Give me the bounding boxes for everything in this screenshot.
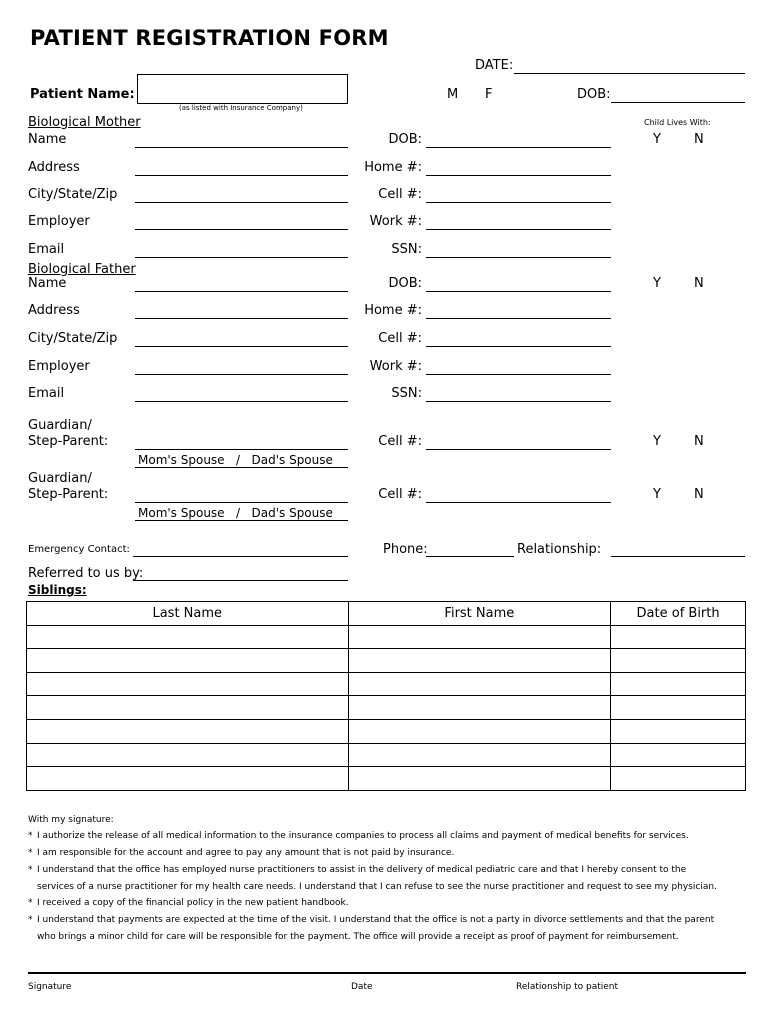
consent-item-1: I authorize the release of all medical information to the insurance companies to process all claims and payment of medical benefits for services. xyxy=(37,831,689,841)
mother-name-label: Name xyxy=(28,132,67,147)
mother-work-label: Work #: xyxy=(369,214,422,229)
emergency-relationship-label: Relationship: xyxy=(517,542,602,557)
sibling-first-name-cell[interactable] xyxy=(348,672,611,696)
father-cell-label: Cell #: xyxy=(378,331,422,346)
sibling-date-of-birth-cell[interactable] xyxy=(611,649,746,673)
father-dob-field[interactable] xyxy=(426,291,611,292)
guardian2-lives-y[interactable]: Y xyxy=(653,487,661,502)
sibling-first-name-cell[interactable] xyxy=(348,625,611,649)
guardian1-lives-n[interactable]: N xyxy=(694,434,704,449)
father-email-label: Email xyxy=(28,386,65,401)
sibling-last-name-cell[interactable] xyxy=(27,672,349,696)
mother-city-field[interactable] xyxy=(135,202,348,203)
sibling-date-of-birth-cell[interactable] xyxy=(611,625,746,649)
father-lives-n[interactable]: N xyxy=(694,276,704,291)
guardian1-cell-field[interactable] xyxy=(426,449,611,450)
sibling-first-name-cell[interactable] xyxy=(348,719,611,743)
patient-dob-field[interactable] xyxy=(611,102,745,103)
sex-m-option[interactable]: M xyxy=(447,87,459,102)
patient-name-note: (as listed with Insurance Company) xyxy=(179,104,303,112)
mother-dob-field[interactable] xyxy=(426,147,611,148)
table-row xyxy=(27,625,746,649)
patient-name-field[interactable] xyxy=(137,74,348,104)
column-first-name: First Name xyxy=(348,602,611,626)
consent-bullet-3: * xyxy=(28,865,33,875)
siblings-heading: Siblings: xyxy=(28,583,87,597)
father-city-label: City/State/Zip xyxy=(28,331,118,346)
consent-item-3: I understand that the office has employed nurse practitioners to assist in the delivery of medical pediatric care and that I hereby consent to the xyxy=(37,865,687,875)
sibling-last-name-cell[interactable] xyxy=(27,743,349,767)
father-employer-label: Employer xyxy=(28,359,90,374)
table-row xyxy=(27,719,746,743)
father-ssn-field[interactable] xyxy=(426,401,611,402)
father-heading: Biological Father xyxy=(28,262,136,277)
mother-home-label: Home #: xyxy=(364,160,422,175)
guardian2-label-line1: Guardian/ xyxy=(28,471,92,486)
guardian2-cell-field[interactable] xyxy=(426,502,611,503)
signature-line[interactable] xyxy=(28,972,746,974)
guardian2-label-line2: Step-Parent: xyxy=(28,487,109,502)
father-work-label: Work #: xyxy=(369,359,422,374)
table-row xyxy=(27,649,746,673)
emergency-contact-field[interactable] xyxy=(133,556,348,557)
father-work-field[interactable] xyxy=(426,374,611,375)
consent-bullet-4: * xyxy=(28,898,33,908)
father-dob-label: DOB: xyxy=(388,276,422,291)
guardian1-lives-y[interactable]: Y xyxy=(653,434,661,449)
guardian1-name-field[interactable] xyxy=(135,449,348,450)
father-cell-field[interactable] xyxy=(426,346,611,347)
sibling-last-name-cell[interactable] xyxy=(27,625,349,649)
guardian2-spouse-underline xyxy=(135,520,348,521)
table-row xyxy=(27,743,746,767)
mother-address-field[interactable] xyxy=(135,175,348,176)
consent-item-3-cont: services of a nurse practitioner for my health care needs. I understand that I can refuse to see the nurse practitioner and request to see my physician. xyxy=(37,882,717,892)
mother-cell-label: Cell #: xyxy=(378,187,422,202)
signature-label: Signature xyxy=(28,982,72,992)
mother-ssn-field[interactable] xyxy=(426,257,611,258)
patient-name-label: Patient Name: xyxy=(30,87,135,102)
mother-work-field[interactable] xyxy=(426,229,611,230)
form-title: PATIENT REGISTRATION FORM xyxy=(30,26,389,50)
mother-city-label: City/State/Zip xyxy=(28,187,118,202)
father-name-field[interactable] xyxy=(135,291,348,292)
mother-lives-y[interactable]: Y xyxy=(653,132,661,147)
mother-ssn-label: SSN: xyxy=(391,242,422,257)
guardian1-cell-label: Cell #: xyxy=(378,434,422,449)
father-home-field[interactable] xyxy=(426,318,611,319)
date-label: DATE: xyxy=(475,58,514,73)
sibling-date-of-birth-cell[interactable] xyxy=(611,743,746,767)
mother-employer-label: Employer xyxy=(28,214,90,229)
emergency-phone-field[interactable] xyxy=(426,556,514,557)
patient-dob-label: DOB: xyxy=(577,87,611,102)
column-last-name: Last Name xyxy=(27,602,349,626)
sibling-last-name-cell[interactable] xyxy=(27,696,349,720)
father-employer-field[interactable] xyxy=(135,374,348,375)
child-lives-label: Child Lives With: xyxy=(644,118,711,127)
sibling-date-of-birth-cell[interactable] xyxy=(611,672,746,696)
relationship-footer-label: Relationship to patient xyxy=(516,982,619,992)
sibling-first-name-cell[interactable] xyxy=(348,743,611,767)
guardian2-spouse-options[interactable]: Mom's Spouse / Dad's Spouse xyxy=(138,506,333,520)
sibling-first-name-cell[interactable] xyxy=(348,767,611,791)
sibling-date-of-birth-cell[interactable] xyxy=(611,767,746,791)
father-email-field[interactable] xyxy=(135,401,348,402)
emergency-phone-label: Phone: xyxy=(383,542,428,557)
guardian1-spouse-options[interactable]: Mom's Spouse / Dad's Spouse xyxy=(138,453,333,467)
consent-item-4: I received a copy of the financial policy in the new patient handbook. xyxy=(37,898,349,908)
referred-field[interactable] xyxy=(133,580,348,581)
mother-heading: Biological Mother xyxy=(28,115,141,130)
sibling-date-of-birth-cell[interactable] xyxy=(611,696,746,720)
mother-email-label: Email xyxy=(28,242,65,257)
consent-bullet-5: * xyxy=(28,915,33,925)
guardian2-name-field[interactable] xyxy=(135,502,348,503)
consent-bullet-2: * xyxy=(28,848,33,858)
father-address-label: Address xyxy=(28,303,80,318)
guardian1-spouse-underline xyxy=(135,467,348,468)
guardian2-lives-n[interactable]: N xyxy=(694,487,704,502)
siblings-header-row xyxy=(27,602,746,626)
consent-item-5-cont: who brings a minor child for care will be responsible for the payment. The office will provide a receipt as proof of payment for reimbursement. xyxy=(37,932,679,942)
consent-item-2: I am responsible for the account and agree to pay any amount that is not paid by insurance. xyxy=(37,848,455,858)
referred-label: Referred to us by: xyxy=(28,566,144,581)
sex-f-option[interactable]: F xyxy=(485,87,493,102)
date-field[interactable] xyxy=(514,73,745,74)
consent-bullet-1: * xyxy=(28,831,33,841)
column-date-of-birth: Date of Birth xyxy=(611,602,746,626)
father-name-label: Name xyxy=(28,276,67,291)
siblings-table xyxy=(26,601,746,791)
guardian1-label-line1: Guardian/ xyxy=(28,418,92,433)
father-city-field[interactable] xyxy=(135,346,348,347)
mother-cell-field[interactable] xyxy=(426,202,611,203)
sibling-last-name-cell[interactable] xyxy=(27,767,349,791)
mother-lives-n[interactable]: N xyxy=(694,132,704,147)
mother-address-label: Address xyxy=(28,160,80,175)
guardian2-cell-label: Cell #: xyxy=(378,487,422,502)
mother-employer-field[interactable] xyxy=(135,229,348,230)
father-ssn-label: SSN: xyxy=(391,386,422,401)
sibling-last-name-cell[interactable] xyxy=(27,649,349,673)
table-row xyxy=(27,672,746,696)
table-row xyxy=(27,767,746,791)
mother-dob-label: DOB: xyxy=(388,132,422,147)
sibling-last-name-cell[interactable] xyxy=(27,719,349,743)
father-home-label: Home #: xyxy=(364,303,422,318)
consent-item-5: I understand that payments are expected at the time of the visit. I understand that the office is not a party in divorce settlements and that the parent xyxy=(37,915,715,925)
table-row xyxy=(27,696,746,720)
mother-name-field[interactable] xyxy=(135,147,348,148)
date-footer-label: Date xyxy=(351,982,373,992)
emergency-contact-label: Emergency Contact: xyxy=(28,544,130,555)
sibling-date-of-birth-cell[interactable] xyxy=(611,719,746,743)
consent-intro: With my signature: xyxy=(28,815,114,825)
father-lives-y[interactable]: Y xyxy=(653,276,661,291)
sibling-first-name-cell[interactable] xyxy=(348,649,611,673)
sibling-first-name-cell[interactable] xyxy=(348,696,611,720)
mother-email-field[interactable] xyxy=(135,257,348,258)
father-address-field[interactable] xyxy=(135,318,348,319)
mother-home-field[interactable] xyxy=(426,175,611,176)
emergency-relationship-field[interactable] xyxy=(611,556,745,557)
guardian1-label-line2: Step-Parent: xyxy=(28,434,109,449)
